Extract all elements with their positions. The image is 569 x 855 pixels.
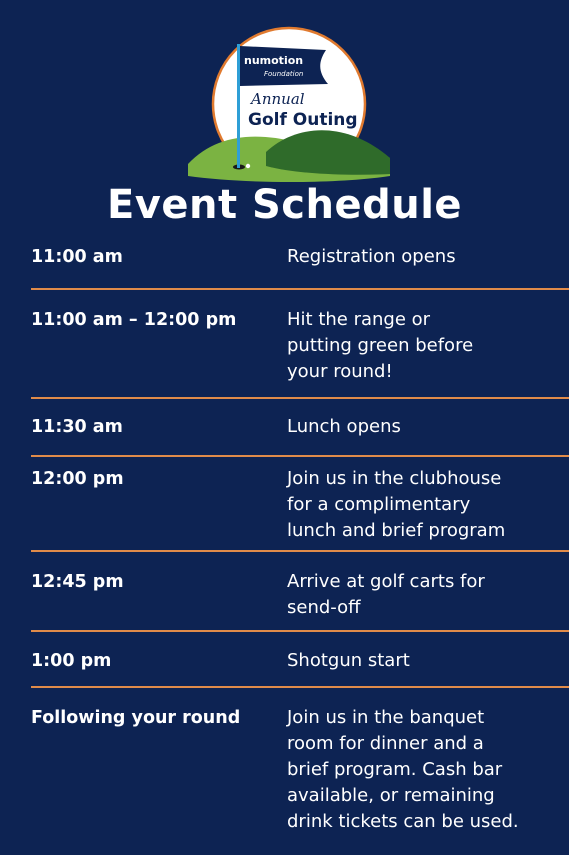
schedule-time: 11:30 am <box>31 417 123 437</box>
schedule-time: 1:00 pm <box>31 651 112 671</box>
schedule-time: Following your round <box>31 708 241 728</box>
logo-event: Golf Outing <box>248 110 358 130</box>
row-divider <box>31 550 569 552</box>
logo-annual: Annual <box>251 90 305 108</box>
schedule-desc: Join us in the banquet room for dinner and a brief program. Cash bar available, or remaining drink tickets can be used. <box>287 707 519 832</box>
logo-brand-sub: Foundation <box>264 70 304 78</box>
row-divider <box>31 288 569 290</box>
golf-course-emblem-icon <box>186 24 392 184</box>
schedule-time: 12:00 pm <box>31 469 124 489</box>
schedule-desc: Registration opens <box>287 246 456 267</box>
schedule-time: 11:00 am <box>31 247 123 267</box>
schedule-desc: Join us in the clubhouse for a complimentary lunch and brief program <box>287 468 506 541</box>
schedule-desc: Shotgun start <box>287 650 410 671</box>
schedule-desc: Lunch opens <box>287 416 401 437</box>
row-divider <box>31 397 569 399</box>
golf-outing-logo <box>186 24 392 184</box>
row-divider <box>31 455 569 457</box>
schedule-time: 11:00 am – 12:00 pm <box>31 310 237 330</box>
page-title: Event Schedule <box>106 182 463 228</box>
row-divider <box>31 686 569 688</box>
schedule-desc: Arrive at golf carts for send-off <box>287 571 485 618</box>
row-divider <box>31 630 569 632</box>
schedule-desc: Hit the range or putting green before your round! <box>287 309 474 382</box>
schedule-time: 12:45 pm <box>31 572 124 592</box>
logo-brand: numotion <box>244 54 304 67</box>
